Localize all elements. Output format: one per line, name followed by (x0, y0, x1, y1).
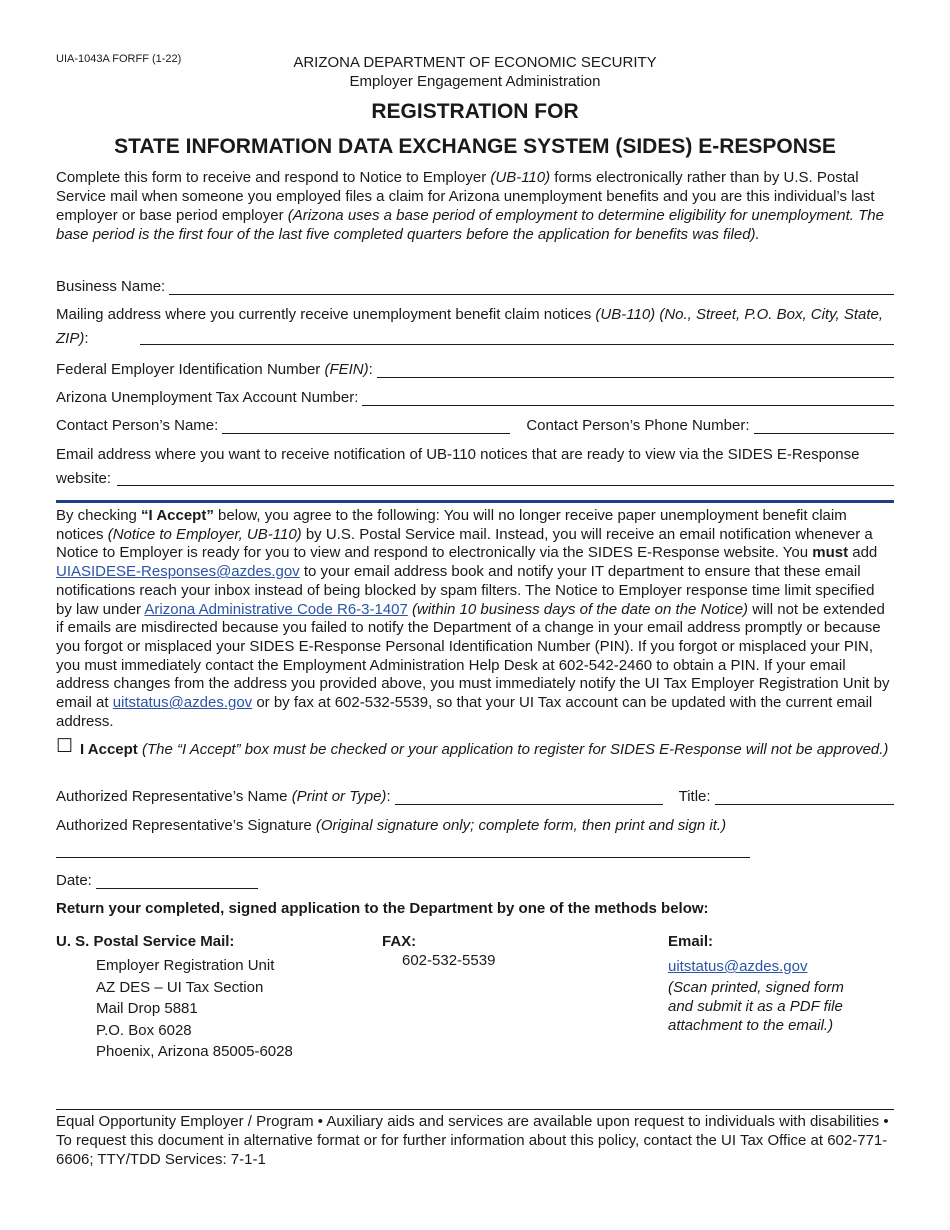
mail-label: U. S. Postal Service Mail: (56, 933, 235, 950)
contact-phone-label: Contact Person’s Phone Number: (526, 417, 750, 434)
title-label: Title: (678, 788, 711, 805)
rep-name-input[interactable] (395, 790, 663, 805)
business-name-input[interactable] (169, 280, 894, 295)
mail-line: Employer Registration Unit (96, 957, 275, 974)
title-input[interactable] (715, 790, 894, 805)
agency-header (0, 53, 950, 91)
fax-number: 602-532-5539 (402, 952, 496, 969)
return-email-link[interactable]: uitstatus@azdes.gov (668, 958, 808, 975)
division-name: Employer Engagement Administration (349, 73, 601, 90)
accept-note: (The “I Accept” box must be checked or your application to register for SIDES E-Response will not be approved.) (137, 741, 889, 758)
mail-column (56, 932, 293, 1063)
agreement-paragraph: By checking “I Accept” below, you agree to the following: You will no longer receive paper unemployment benefit claim notices (Notice to Employer, UB-110) by U.S. Postal Service mail. Instead, you will receive an email notification whenever a Notice to Employer is ready for you to view and respond to electronically via the SIDES E-Response website. You must add UIASIDESE-Responses@azdes.gov to your email address book and notify your IT department to ensure that these email notifications reach your inbox instead of being blocked by spam filters. The Notice to Employer response time limit specified by law under Arizona Administrative Code R6-3-1407 (within 10 business days of the date on the Notice) will not be extended if emails are misdirected because you failed to notify the Department of a change in your email address promptly or because you forgot or misplaced your SIDES E-Response Personal Identification Number (PIN). If you forgot or misplaced your PIN, you must immediately contact the Employment Administration Help Desk at 602-542-2460 to obtain a PIN. If your email address changes from the address you provided above, you must immediately notify the UI Tax Employer Registration Unit by email at uitstatus@azdes.gov or by fax at 602-532-5539, so that your UI Tax account can be updated with the current email address. (56, 507, 890, 730)
mailing-address-input[interactable] (140, 344, 894, 345)
business-name-label: Business Name: (56, 278, 166, 295)
date-input[interactable] (96, 874, 258, 889)
accept-checkbox[interactable]: ☐ (56, 736, 74, 757)
intro-paragraph: Complete this form to receive and respond to Notice to Employer (UB-110) forms electronically rather than by U.S. Postal Service mail when someone you employed files a claim for Arizona unemployment benefits and you are this individual’s last employer or base period employer (Arizona uses a base period of employment to determine eligibility for unemployment. The base period is the first four of the last five completed quarters before the application for benefits was filed). (56, 169, 884, 243)
tax-account-field (56, 389, 894, 406)
mail-line: Phoenix, Arizona 85005-6028 (96, 1043, 293, 1060)
mail-line: Mail Drop 5881 (96, 1000, 198, 1017)
fein-label: Federal Employer Identification Number (FEIN): (56, 361, 373, 378)
email-input[interactable] (117, 485, 894, 486)
fax-label: FAX: (382, 933, 417, 950)
date-label: Date: (56, 872, 92, 889)
tax-account-label: Arizona Unemployment Tax Account Number: (56, 389, 359, 406)
email-method-label: Email: (668, 933, 714, 950)
email-field (56, 443, 894, 491)
email-note: (Scan printed, signed form and submit it as a PDF file attachment to the email.) (668, 979, 844, 1034)
footer-text: Equal Opportunity Employer / Program • Auxiliary aids and services are available upon request to individuals with disabilities • To request this document in alternative format or for further information about this policy, contact the UI Tax Office at 602-771-6606; TTY/TDD Services: 7-1-1 (56, 1113, 889, 1168)
form-title-line1: REGISTRATION FOR (371, 100, 579, 123)
fein-input[interactable] (377, 363, 894, 378)
accept-row (56, 736, 894, 759)
rep-signature-label: Authorized Representative’s Signature (Original signature only; complete form, then print and sign it.) (56, 817, 727, 834)
footer-divider (56, 1109, 894, 1110)
mail-line: P.O. Box 6028 (96, 1021, 192, 1039)
contact-phone-input[interactable] (754, 419, 895, 434)
mail-line: AZ DES – UI Tax Section (96, 978, 264, 996)
mail-address (96, 955, 293, 1063)
agency-name: ARIZONA DEPARTMENT OF ECONOMIC SECURITY (293, 54, 657, 71)
form-number: UIA-1043A FORFF (1-22) (56, 53, 182, 65)
accept-label: I Accept (80, 741, 138, 758)
section-divider (56, 500, 894, 503)
form-title-line2: STATE INFORMATION DATA EXCHANGE SYSTEM (SIDES) E-RESPONSE (114, 135, 836, 158)
email-column (668, 932, 868, 1035)
return-heading: Return your completed, signed application to the Department by one of the methods below: (56, 900, 709, 917)
uitstatus-email-link[interactable]: uitstatus@azdes.gov (112, 694, 253, 712)
rep-name-label: Authorized Representative’s Name (Print or Type): (56, 788, 391, 805)
fax-column (382, 932, 495, 970)
business-name-field (56, 278, 894, 295)
rep-name-row (56, 788, 894, 805)
admin-code-link[interactable]: Arizona Administrative Code R6-3-1407 (144, 600, 408, 618)
contact-field-row (56, 417, 894, 434)
signature-line[interactable] (56, 857, 750, 858)
fein-field (56, 361, 894, 378)
sides-email-link[interactable]: UIASIDESE-Responses@azdes.gov (56, 563, 300, 581)
contact-name-label: Contact Person’s Name: (56, 417, 219, 434)
email-label: Email address where you want to receive notification of UB-110 notices that are ready to view via the SIDES E-Response website: (56, 446, 860, 487)
contact-name-input[interactable] (222, 419, 510, 434)
date-row (56, 872, 356, 889)
mailing-address-field: Mailing address where you currently receive unemployment benefit claim notices (UB-110) (No., Street, P.O. Box, City, State, ZIP): (56, 306, 884, 347)
tax-account-input[interactable] (362, 391, 894, 406)
